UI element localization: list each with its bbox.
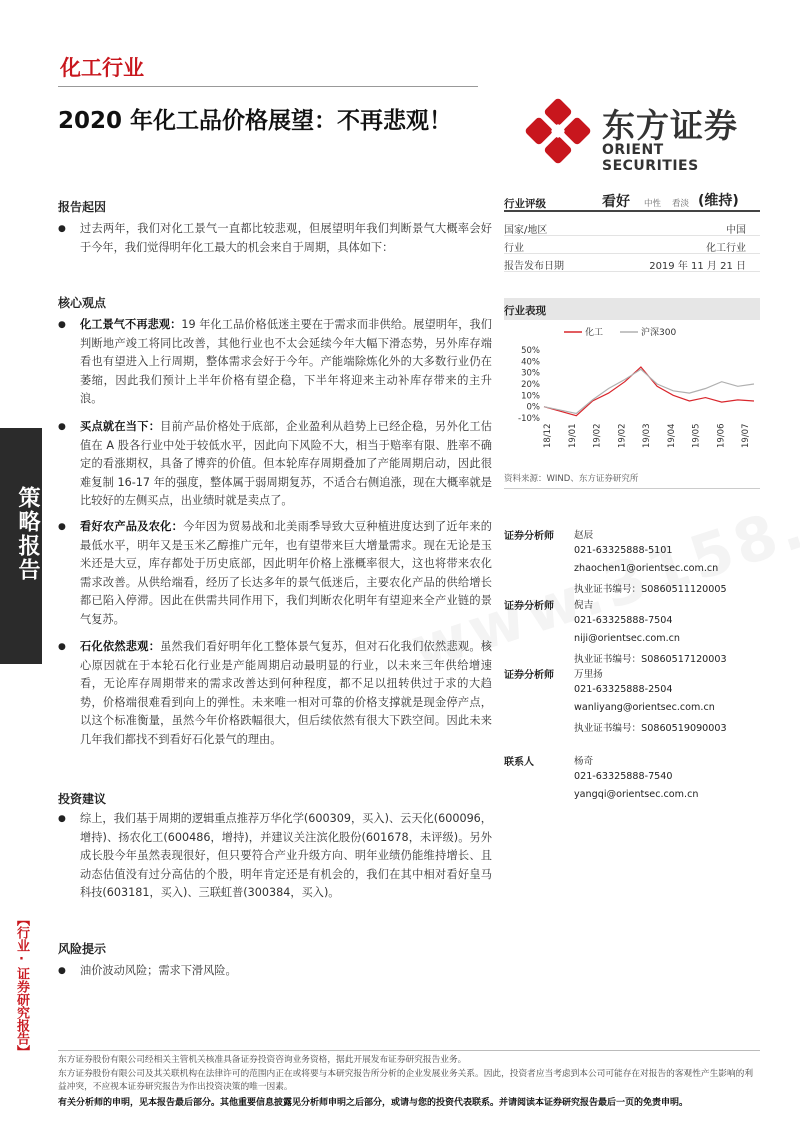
- core-item-lead: 看好农产品及农化：: [80, 520, 184, 533]
- core-item-text: 19 年化工品价格低迷主要在于需求而非供给。展望明年，我们判断地产竣工将同比改善，其他行业也不太会延续今年大幅下滑态势，另外库存端看也有望进入上行周期，整体需求会好于今年。产能端除炼化外的大多数行业仍在萎缩，因此我们预计上半年价格有望企稳，下半年将迎来主动补库存带来的主升浪。: [80, 318, 492, 406]
- legend-label: 化工: [585, 328, 604, 338]
- x-tick-label: 19/07: [741, 423, 751, 448]
- risk-heading: 风险提示: [58, 942, 107, 956]
- analyst-role: 证券分析师: [504, 670, 554, 681]
- y-tick-label: 30%: [521, 368, 540, 379]
- rating-option-negative: 看淡: [672, 199, 690, 209]
- analyst-cert: 执业证书编号：S0860519090003: [574, 723, 727, 734]
- risk-text: 油价波动风险；需求下滑风险。: [80, 964, 237, 977]
- contact-block: [504, 753, 760, 807]
- category-label: 策略报告: [15, 486, 40, 582]
- footer-divider: [58, 1050, 760, 1051]
- rating-option-neutral: 中性: [644, 199, 662, 209]
- origin-text: 过去两年，我们对化工景气一直都比较悲观，但展望明年我们判断景气大概率会好于今年，我们觉得明年化工最大的机会来自于周期，具体如下：: [80, 222, 492, 254]
- rating-value: 看好: [602, 194, 630, 210]
- analyst-email[interactable]: zhaochen1@orientsec.com.cn: [574, 563, 719, 574]
- series-line: [544, 369, 754, 413]
- info-value: 中国: [726, 225, 746, 236]
- info-row: [504, 236, 760, 254]
- advice-paragraph: [58, 810, 492, 903]
- analyst-phone: 021-63325888-5101: [574, 545, 673, 556]
- analyst-role: 证券分析师: [504, 531, 554, 542]
- series-line: [544, 367, 754, 416]
- logo-mark-icon: [518, 96, 598, 166]
- company-logo: [518, 96, 758, 174]
- bullet-icon: ●: [58, 224, 66, 234]
- risk-paragraph: [58, 962, 492, 981]
- sector-divider: [58, 86, 478, 87]
- rating-row: [504, 190, 760, 212]
- x-tick-label: 19/04: [666, 423, 677, 448]
- footer-conflict: 东方证券股份有限公司及其关联机构在法律许可的范围内正在或将要与本研究报告所分析的企业发展业务关系。因此，投资者应当考虑到本公司可能存在对报告的客观性产生影响的利益冲突，不应视本证券研究报告为作出投资决策的唯一因素。: [58, 1069, 753, 1092]
- report-title: 2020 年化工品价格展望：不再悲观！: [58, 108, 453, 134]
- logo-name-en: ORIENT SECURITIES: [602, 142, 699, 174]
- x-tick-label: 18/12: [543, 423, 553, 448]
- analyst-phone: 021-63325888-2504: [574, 684, 673, 695]
- y-tick-label: -10%: [518, 414, 540, 424]
- analyst-name: 倪吉: [574, 600, 594, 611]
- info-key: 行业: [504, 243, 524, 254]
- core-item-lead: 买点就在当下：: [80, 420, 161, 433]
- x-tick-label: 19/02: [617, 423, 628, 448]
- contact-name: 杨奇: [574, 756, 594, 767]
- analyst-name: 万里扬: [574, 669, 603, 680]
- origin-paragraph: [58, 220, 492, 257]
- y-tick-label: 50%: [521, 346, 540, 356]
- core-item: [58, 316, 492, 409]
- legend-label: 沪深300: [641, 328, 677, 338]
- info-key: 报告发布日期: [504, 261, 564, 272]
- info-value: 2019 年 11 月 21 日: [649, 261, 746, 272]
- info-row: [504, 254, 760, 272]
- info-key: 国家/地区: [504, 225, 548, 236]
- source-divider: [504, 488, 760, 489]
- info-row: [504, 218, 760, 236]
- core-item-lead: 石化依然悲观：: [80, 640, 161, 653]
- analyst-cert: 执业证书编号：S0860517120003: [574, 654, 727, 665]
- x-tick-label: 19/03: [642, 423, 652, 448]
- advice-heading: 投资建议: [58, 792, 107, 806]
- contact-phone: 021-63325888-7540: [574, 771, 673, 782]
- y-tick-label: 10%: [521, 391, 540, 402]
- x-tick-label: 19/01: [567, 423, 578, 448]
- bullet-icon: ●: [58, 522, 66, 532]
- sector-title: 化工行业: [60, 56, 144, 80]
- analyst-email[interactable]: niji@orientsec.com.cn: [574, 633, 681, 644]
- rating-label: 行业评级: [504, 198, 546, 210]
- y-tick-label: 0%: [526, 402, 540, 413]
- bullet-icon: ●: [58, 642, 66, 652]
- performance-chart-svg: [504, 322, 760, 462]
- contact-role: 联系人: [504, 757, 534, 768]
- bullet-icon: ●: [58, 966, 66, 976]
- bullet-icon: ●: [58, 320, 66, 330]
- y-tick-label: 20%: [521, 380, 540, 390]
- core-item: [58, 418, 492, 511]
- report-type-label: 【行业·证券研究报告】: [14, 912, 29, 1058]
- core-item-lead: 化工景气不再悲观：: [80, 318, 182, 331]
- bullet-icon: ●: [58, 814, 66, 824]
- core-item-text: 今年因为贸易战和北美雨季导致大豆种植进度达到了近年来的最低水平，明年又是玉米乙醇推广元年，也有望带来巨大增量需求。现在无论是玉米还是大豆，库存都处于历史底部，因此明年价格上涨概率很大，这也将带来农化需求改善。从供给端看，经历了长达多年的景气低迷后，主要农化产品的供给增长都已陷入停滞。因此在供需共同作用下，我们判断农化明年有望迎来全产业链的景气复苏。: [80, 520, 492, 626]
- y-tick-label: 40%: [521, 357, 540, 368]
- analyst-block: [504, 527, 760, 597]
- analyst-phone: 021-63325888-7504: [574, 615, 673, 626]
- core-heading: 核心观点: [58, 296, 107, 310]
- bullet-icon: ●: [58, 422, 66, 432]
- logo-name-cn: 东方证券: [602, 106, 738, 145]
- footer-disclaimer: 有关分析师的申明，见本报告最后部分。其他重要信息披露见分析师申明之后部分，或请与您的投资代表联系。并请阅读本证券研究报告最后一页的免责申明。: [58, 1098, 689, 1108]
- rating-maintain: (维持): [698, 193, 739, 209]
- analyst-email[interactable]: wanliyang@orientsec.com.cn: [574, 702, 715, 713]
- x-tick-label: 19/06: [716, 423, 727, 448]
- analyst-block: [504, 597, 760, 667]
- category-strip: [0, 428, 42, 664]
- origin-heading: 报告起因: [58, 200, 107, 214]
- analyst-role: 证券分析师: [504, 601, 554, 612]
- analyst-cert: 执业证书编号：S0860511120005: [574, 584, 727, 595]
- footer-qualification: 东方证券股份有限公司经相关主管机关核准具备证券投资咨询业务资格，据此开展发布证券研究报告业务。: [58, 1055, 467, 1065]
- chart-source: 资料来源：WIND、东方证券研究所: [504, 474, 639, 484]
- performance-heading: 行业表现: [504, 298, 760, 320]
- core-item-text: 目前产品价格处于底部，企业盈利从趋势上已经企稳，另外化工估值在 A 股各行业中处于较低水平，因此向下风险不大，相当于赔率有限、胜率不确定的看涨期权，具备了博弈的价值。但本轮库存周期叠加了产能周期启动，因此很难复制 16-17 年的强度，整体属于弱周期复苏，不适合右侧追涨，现在大概率就是比较好的左侧买点，出业绩时就是卖点了。: [80, 420, 492, 508]
- x-tick-label: 19/02: [592, 423, 603, 448]
- advice-text: 综上，我们基于周期的逻辑重点推荐万华化学(600309，买入)、云天化(600096，增持)、扬农化工(600486，增持)，并建议关注滨化股份(601678，未评级)。另外成长股今年虽然表现很好，但只要符合产业升级方向、明年业绩仍能维持增长、且动态估值没有过分高估的个股，明年肯定还是有机会的，我们在其中相对看好皇马科技(603181，买入)、三联虹普(300384，买入)。: [80, 812, 492, 900]
- core-item-text: 虽然我们看好明年化工整体景气复苏，但对石化我们依然悲观。核心原因就在于本轮石化行业是产能周期启动最明显的行业，以未来三年供给增速看，无论库存周期带来的需求改善达到何种程度，都不足以扭转供过于求的大趋势，价格端很难看到向上的弹性。未来唯一相对可靠的价格支撑就是现金停产点，以这个标准衡量，虽然今年价格跌幅很大，但后续依然有很大下跌空间。因此未来几年我们都找不到看好石化景气的理由。: [80, 640, 492, 746]
- contact-email[interactable]: yangqi@orientsec.com.cn: [574, 789, 699, 800]
- performance-chart: [504, 322, 760, 462]
- analyst-name: 赵辰: [574, 530, 594, 541]
- x-tick-label: 19/05: [691, 423, 702, 448]
- analyst-block: [504, 666, 760, 736]
- info-value: 化工行业: [706, 243, 746, 254]
